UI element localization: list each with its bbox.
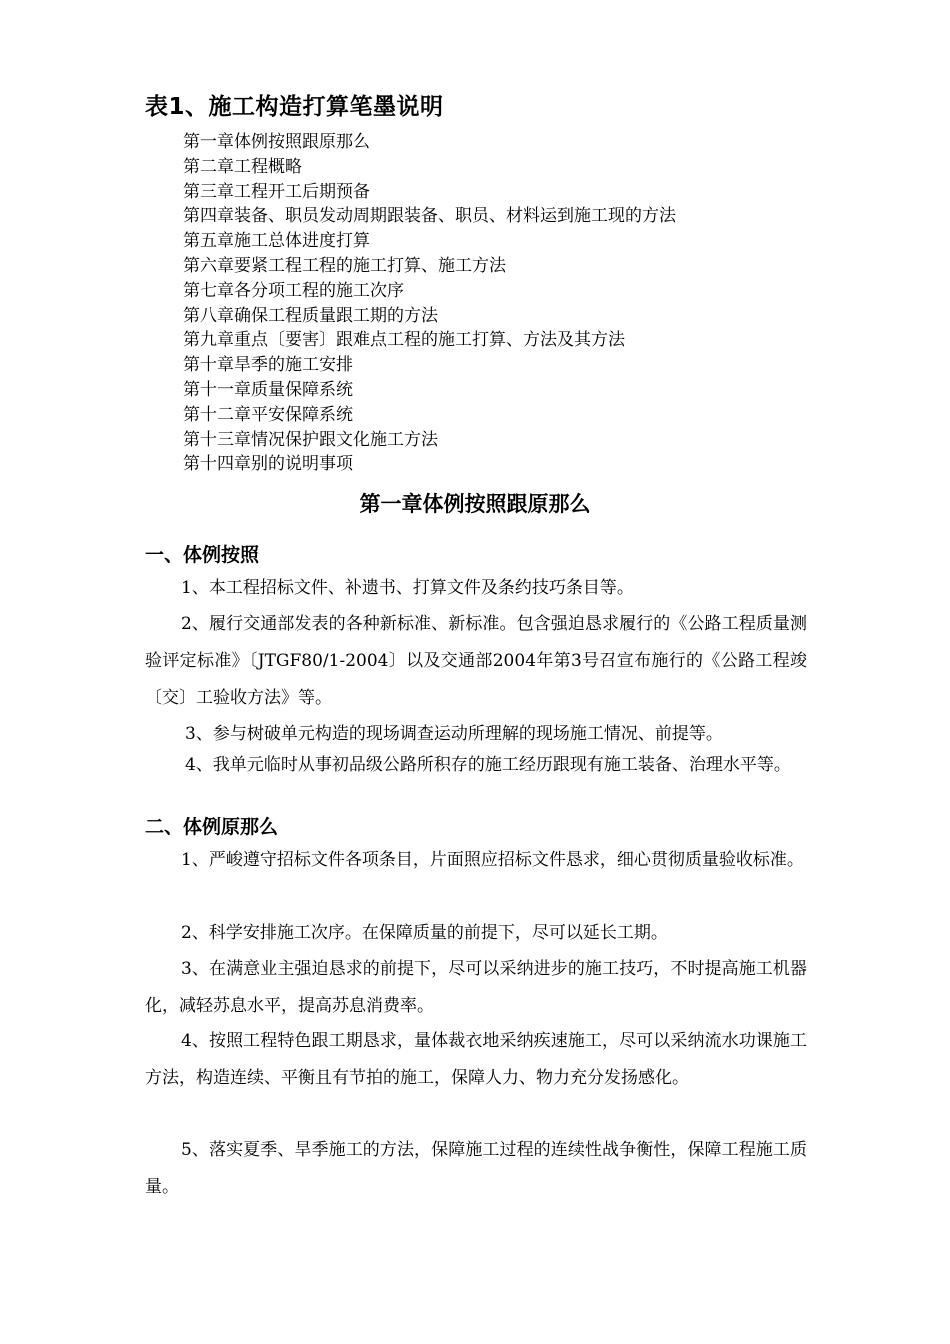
table-of-contents (183, 130, 676, 477)
toc-item: 第十二章平安保障系统 (183, 404, 353, 425)
paragraph: 1、严峻遵守招标文件各项条目，片面照应招标文件恳求，细心贯彻质量验收标准。 (181, 850, 804, 870)
toc-item: 第九章重点〔要害〕跟难点工程的施工打算、方法及其方法 (183, 330, 625, 351)
toc-item: 第四章装备、职员发动周期跟装备、职员、材料运到施工现的方法 (183, 206, 676, 227)
toc-item: 第六章要紧工程工程的施工打算、施工方法 (183, 255, 506, 276)
section-heading-principles: 二、体例原那么 (145, 816, 279, 838)
toc-item: 第五章施工总体进度打算 (183, 231, 370, 252)
chapter-title: 第一章体例按照跟原那么 (359, 492, 591, 516)
toc-item: 第二章工程概略 (183, 156, 302, 177)
toc-item: 第三章工程开工后期预备 (183, 181, 370, 202)
toc-item: 第十章旱季的施工安排 (183, 355, 353, 376)
paragraph: 1、本工程招标文件、补遗书、打算文件及条约技巧条目等。 (181, 578, 634, 598)
paragraph: 2、科学安排施工次序。在保障质量的前提下，尽可以延长工期。 (181, 923, 668, 943)
toc-item: 第十一章质量保障系统 (183, 379, 353, 400)
toc-item: 第七章各分项工程的施工次序 (183, 280, 404, 301)
paragraph: 5、落实夏季、旱季施工的方法，保障施工过程的连续性战争衡性，保障工程施工质量。 (145, 1140, 807, 1197)
paragraph: 3、在满意业主强迫恳求的前提下，尽可以采纳进步的施工技巧，不时提高施工机器化，减轻苏息水平，提高苏息消费率。 (145, 959, 807, 1016)
paragraph: 4、我单元临时从事初品级公路所积存的施工经历跟现有施工装备、治理水平等。 (185, 755, 791, 775)
paragraph: 4、按照工程特色跟工期恳求，量体裁衣地采纳疾速施工，尽可以采纳流水功课施工方法，构造连续、平衡且有节拍的施工，保障人力、物力充分发扬感化。 (145, 1031, 807, 1088)
section-heading-basis: 一、体例按照 (145, 544, 260, 566)
toc-item: 第八章确保工程质量跟工期的方法 (183, 305, 438, 326)
paragraph: 3、参与树破单元构造的现场调查运动所理解的现场施工情况、前提等。 (185, 724, 723, 744)
toc-item: 第十三章情况保护跟文化施工方法 (183, 429, 438, 450)
toc-item: 第一章体例按照跟原那么 (183, 132, 370, 152)
document-title: 表1、施工构造打算笔墨说明 (145, 94, 444, 120)
paragraph: 2、履行交通部发表的各种新标准、新标准。包含强迫恳求履行的《公路工程质量测验评定标准》〔JTGF80/1-2004〕以及交通部2004年第3号召宣布施行的《公路工程竣〔交〕工验收方法》等。 (145, 614, 807, 708)
toc-item: 第十四章别的说明事项 (183, 454, 353, 475)
